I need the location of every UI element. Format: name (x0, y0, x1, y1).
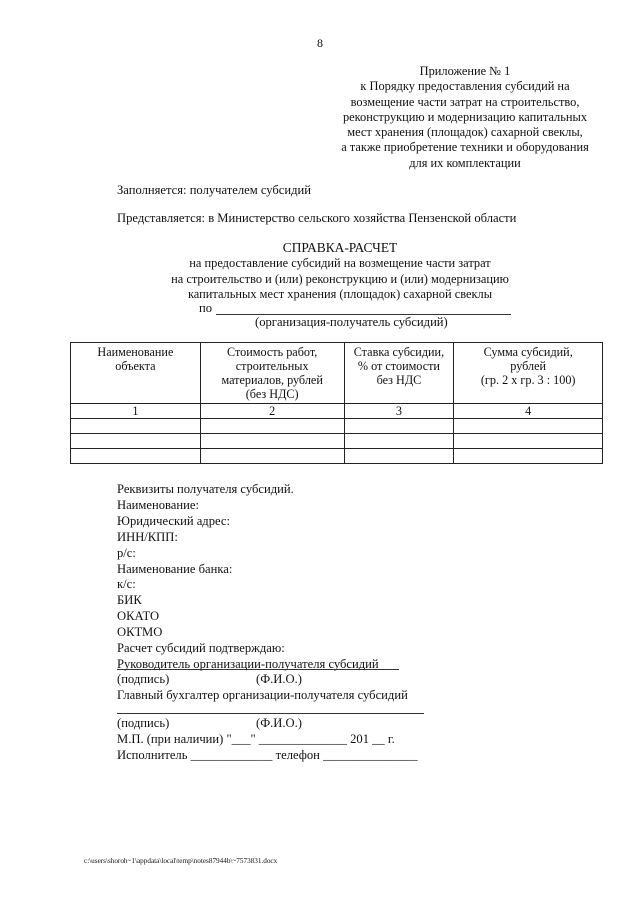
organization-caption: (организация-получатель субсидий) (255, 315, 448, 329)
table-cell[interactable] (71, 434, 201, 449)
requisite-line: к/с: (117, 577, 136, 592)
requisite-line: Наименование: (117, 497, 199, 512)
appendix-line: реконструкцию и модернизацию капитальных (342, 109, 588, 124)
document-title-block (120, 240, 560, 302)
accountant-signature-line (117, 713, 424, 714)
header-subsidy-rate: Ставка субсидии, % от стоимости без НДС (344, 343, 454, 404)
table-cell[interactable] (200, 449, 344, 464)
title-line: на строительство и (или) реконструкцию и (или) модернизацию (171, 271, 509, 286)
header-work-cost: Стоимость работ, строительных материалов, рублей (без НДС) (200, 343, 344, 404)
requisite-line: р/с: (117, 545, 136, 560)
requisite-line: БИК (117, 593, 142, 608)
table-row (71, 434, 603, 449)
executor-phone-line: Исполнитель _____________ телефон _______________ (117, 748, 418, 762)
accountant-sign-label: (подпись) (117, 716, 170, 730)
file-path-footer: c:\users\shoroh~1\appdata\local\temp\notes87944b\~7573831.docx (84, 857, 278, 865)
table-header-row (71, 343, 603, 404)
chief-accountant-label: Главный бухгалтер организации-получателя субсидий (117, 688, 408, 702)
table-cell[interactable] (344, 419, 454, 434)
requisite-line: ИНН/КПП: (117, 529, 178, 544)
header-subsidy-amount: Сумма субсидий, рублей (гр. 2 х гр. 3 : 100) (454, 343, 603, 404)
column-number: 4 (454, 404, 603, 419)
recipient-requisites (117, 482, 379, 673)
head-signature-line (117, 669, 399, 670)
header-object-name: Наименование объекта (71, 343, 201, 404)
appendix-note (330, 64, 600, 171)
submitted-to-text: Представляется: в Министерство сельского хозяйства Пензенской области (117, 211, 517, 225)
table-cell[interactable] (71, 419, 201, 434)
head-sign-label: (подпись) (117, 672, 170, 686)
requisite-line: Наименование банка: (117, 561, 233, 576)
page-number: 8 (317, 36, 323, 50)
requisite-line: Расчет субсидий подтверждаю: (117, 641, 285, 656)
table-cell[interactable] (200, 434, 344, 449)
filled-by-text: Заполняется: получателем субсидий (117, 183, 312, 197)
by-label: по (199, 301, 213, 315)
requisite-line: Руководитель организации-получателя субсидий (117, 656, 379, 671)
title-line: на предоставление субсидий на возмещение части затрат (189, 256, 491, 271)
stamp-date-line: М.П. (при наличии) "___" ______________ 201 __ г. (117, 732, 395, 746)
column-number: 1 (71, 404, 201, 419)
table-cell[interactable] (71, 449, 201, 464)
table-row (71, 449, 603, 464)
document-title: СПРАВКА-РАСЧЕТ (282, 240, 398, 255)
column-number: 3 (344, 404, 454, 419)
title-line: капитальных мест хранения (площадок) сахарной свеклы (187, 286, 493, 301)
table-cell[interactable] (454, 449, 603, 464)
requisite-line: ОКАТО (117, 609, 160, 624)
appendix-line: возмещение части затрат на строительство, (350, 94, 580, 109)
table-column-numbers-row (71, 404, 603, 419)
table-cell[interactable] (344, 434, 454, 449)
column-number: 2 (200, 404, 344, 419)
appendix-line: для их комплектации (409, 155, 521, 170)
requisite-line: Реквизиты получателя субсидий. (117, 482, 294, 496)
requisite-line: ОКТМО (117, 625, 163, 640)
table-row (71, 419, 603, 434)
table-cell[interactable] (454, 434, 603, 449)
subsidy-calculation-table (70, 342, 603, 464)
appendix-line: мест хранения (площадок) сахарной свеклы, (347, 125, 583, 140)
table-cell[interactable] (454, 419, 603, 434)
accountant-fio-label: (Ф.И.О.) (256, 716, 302, 730)
requisite-line: Юридический адрес: (117, 513, 230, 528)
appendix-line: Приложение № 1 (419, 64, 511, 78)
appendix-line: к Порядку предоставления субсидий на (360, 79, 570, 94)
appendix-line: а также приобретение техники и оборудования (341, 140, 589, 155)
table-cell[interactable] (200, 419, 344, 434)
head-fio-label: (Ф.И.О.) (256, 672, 302, 686)
table-cell[interactable] (344, 449, 454, 464)
